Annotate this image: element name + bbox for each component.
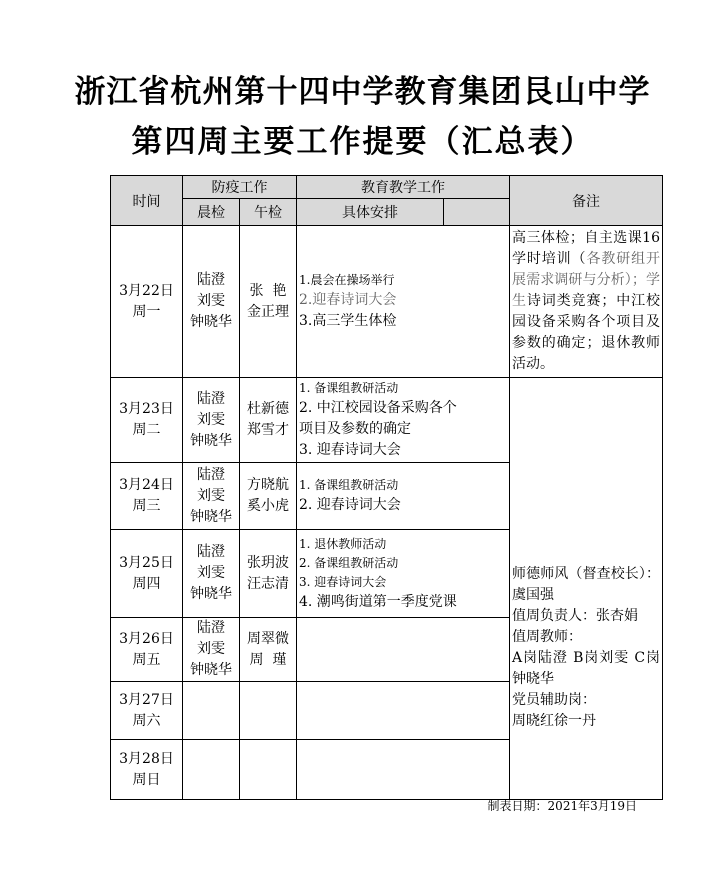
noon-check-cell xyxy=(240,618,297,682)
school-title: 浙江省杭州第十四中学教育集团艮山中学 xyxy=(74,74,651,110)
date-text: 3月25日 xyxy=(119,554,174,571)
weekday-text: 周二 xyxy=(132,422,161,438)
staff-name: 刘雯 xyxy=(197,641,225,657)
work-item: 2. 迎春诗词大会 xyxy=(299,497,401,513)
staff-name: 陆澄 xyxy=(197,544,225,560)
staff-name: 刘雯 xyxy=(197,293,225,309)
header-noon-check: 午检 xyxy=(240,199,297,226)
morning-check-cell xyxy=(183,378,240,463)
work-item: 1. 备课组教研活动 xyxy=(299,381,399,395)
staff-name: 郑雪才 xyxy=(247,422,289,438)
date-text: 3月27日 xyxy=(119,691,174,708)
staff-name: 汪志清 xyxy=(247,575,289,592)
remarks-monday xyxy=(510,226,663,378)
work-cell xyxy=(297,618,510,682)
work-item: 3. 迎春诗词大会 xyxy=(299,442,401,458)
staff-name: 钟晓华 xyxy=(190,508,232,525)
date-cell xyxy=(111,682,183,740)
morning-check-cell xyxy=(183,530,240,618)
staff-name: 钟晓华 xyxy=(190,662,232,678)
weekday-text: 周五 xyxy=(132,651,161,668)
work-item: 1.晨会在操场举行 xyxy=(299,273,395,287)
date-cell xyxy=(111,530,183,618)
staff-name: 刘雯 xyxy=(197,565,225,581)
staff-name: 刘雯 xyxy=(197,487,225,504)
noon-check-cell xyxy=(240,226,297,378)
weekday-text: 周一 xyxy=(132,303,161,320)
staff-name: 钟晓华 xyxy=(190,314,232,330)
staff-name: 奚小虎 xyxy=(247,498,289,514)
work-item: 3. 迎春诗词大会 xyxy=(299,574,387,589)
staff-name: 方晓航 xyxy=(247,477,289,493)
date-text: 3月22日 xyxy=(119,282,174,299)
header-morning-check: 晨检 xyxy=(183,199,240,226)
header-epidemic: 防疫工作 xyxy=(183,176,297,199)
date-text: 3月28日 xyxy=(119,750,174,767)
header-blank xyxy=(444,199,510,226)
remarks-week xyxy=(510,378,663,800)
staff-name: 钟晓华 xyxy=(190,586,232,602)
morning-check-cell xyxy=(183,740,240,800)
noon-check-cell xyxy=(240,463,297,530)
morning-check-cell xyxy=(183,463,240,530)
work-item: 2. 中江校园设备采购各个 xyxy=(299,400,457,416)
remark-text: 各教研组开展需求调研与分析）；学生 xyxy=(512,251,661,309)
morning-check-cell xyxy=(183,682,240,740)
noon-check-cell xyxy=(240,740,297,800)
weekly-work-table xyxy=(110,175,663,800)
staff-name: 杜新德 xyxy=(247,401,289,417)
remark-line: 值周负责人：张杏娟 xyxy=(512,607,638,624)
work-item: 项目及参数的确定 xyxy=(299,421,411,437)
work-cell xyxy=(297,463,510,530)
date-cell xyxy=(111,378,183,463)
staff-name: 张 艳 xyxy=(249,282,287,299)
noon-check-cell xyxy=(240,682,297,740)
morning-check-cell xyxy=(183,226,240,378)
header-arrangement: 具体安排 xyxy=(297,199,444,226)
work-cell xyxy=(297,682,510,740)
work-item: 4. 潮鸣街道第一季度党课 xyxy=(299,593,457,610)
staff-name: 陆澄 xyxy=(197,466,225,483)
table-row xyxy=(111,378,663,463)
weekday-text: 周日 xyxy=(132,771,161,788)
weekday-text: 周六 xyxy=(132,712,161,729)
table-date: 制表日期：2021年3月19日 xyxy=(487,799,637,813)
noon-check-cell xyxy=(240,530,297,618)
remark-text: 高三体检；自主选课16学时培训（ xyxy=(512,230,660,267)
work-cell xyxy=(297,530,510,618)
date-cell xyxy=(111,226,183,378)
staff-name: 张玥波 xyxy=(247,554,289,571)
staff-name: 刘雯 xyxy=(197,411,225,428)
header-remarks: 备注 xyxy=(510,176,663,226)
noon-check-cell xyxy=(240,378,297,463)
remark-line: 值周教师： xyxy=(512,628,582,645)
work-item: 1. 备课组教研活动 xyxy=(299,478,399,492)
date-cell xyxy=(111,463,183,530)
date-text: 3月24日 xyxy=(119,477,174,493)
morning-check-cell xyxy=(183,618,240,682)
header-teaching: 教育教学工作 xyxy=(297,176,510,199)
remark-line: 党员辅助岗： xyxy=(512,691,596,708)
date-text: 3月23日 xyxy=(119,401,174,417)
staff-name: 陆澄 xyxy=(197,620,225,636)
table-row xyxy=(111,226,663,378)
work-item: 2. 备课组教研活动 xyxy=(299,555,399,570)
work-cell xyxy=(297,226,510,378)
staff-name: 陆澄 xyxy=(197,272,225,288)
work-item: 3.高三学生体检 xyxy=(299,313,397,329)
date-cell xyxy=(111,740,183,800)
date-text: 3月26日 xyxy=(119,630,174,647)
date-cell xyxy=(111,618,183,682)
staff-name: 周翠微 xyxy=(247,630,289,647)
remark-text: 诗词类竞赛；中江校园设备采购各个项目及参数的确定；退休教师活动。 xyxy=(512,293,661,372)
work-cell xyxy=(297,378,510,463)
weekday-text: 周四 xyxy=(132,575,161,592)
work-cell xyxy=(297,740,510,800)
remark-line: 周晓红徐一丹 xyxy=(512,712,596,729)
staff-name: 钟晓华 xyxy=(190,432,232,449)
staff-name: 陆澄 xyxy=(197,390,225,407)
remark-line: 师德师风（督查校长）：虞国强 xyxy=(512,565,660,603)
work-item: 2.迎春诗词大会 xyxy=(299,292,397,308)
staff-name: 周 瑾 xyxy=(249,651,287,668)
weekday-text: 周三 xyxy=(132,498,161,514)
staff-name: 金正理 xyxy=(247,303,289,320)
report-title: 第四周主要工作提要（汇总表） xyxy=(131,124,594,160)
work-item: 1. 退休教师活动 xyxy=(299,536,387,551)
remark-line: A岗陆澄 B岗刘雯 C岗钟晓华 xyxy=(512,649,660,687)
header-time: 时间 xyxy=(111,176,183,226)
